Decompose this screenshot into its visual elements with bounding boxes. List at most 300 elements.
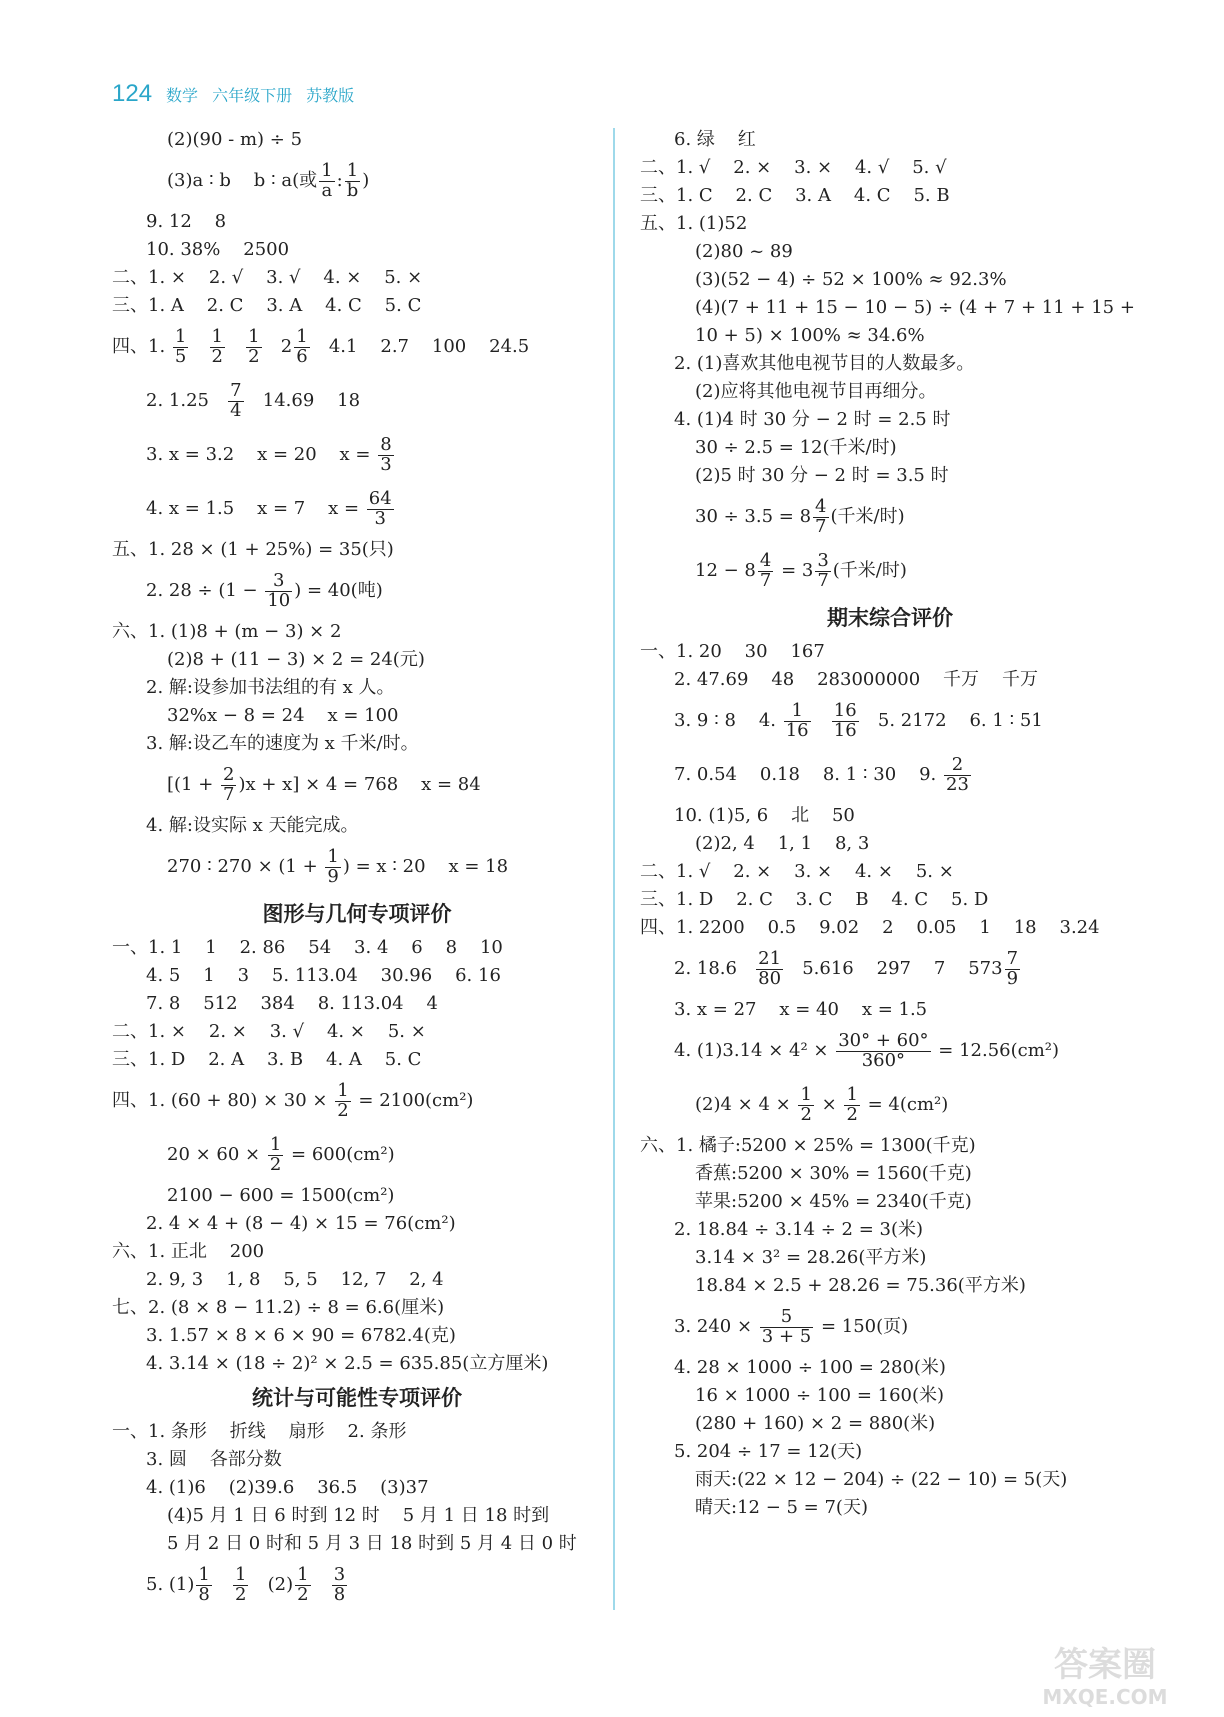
text-run: (2) [250, 1574, 294, 1595]
answer-line [112, 1322, 602, 1350]
answer-text: (2)5 时 30 分 − 2 时 = 3.5 时 [695, 465, 949, 486]
denominator: 7 [815, 515, 827, 537]
text-run: 5. (1) [146, 1574, 195, 1595]
answer-line [112, 1350, 602, 1378]
denominator: 80 [758, 967, 782, 989]
answer-line [112, 264, 602, 292]
fraction [760, 1305, 813, 1347]
text-run: ) = 40(吨) [294, 580, 383, 601]
text-run: 四、1. (60 + 80) × 30 × [112, 1090, 334, 1111]
answer-text: 3. 解:设乙车的速度为 x 千米/时。 [146, 733, 419, 754]
denominator: 2 [211, 345, 223, 367]
answer-text: 16 × 1000 ÷ 100 = 160(米) [695, 1385, 945, 1406]
denominator: a [321, 179, 333, 201]
text-run: 2. 18.6 [674, 958, 755, 979]
answer-line [640, 1382, 1140, 1410]
denominator: 9 [1006, 967, 1019, 989]
answer-text: 3.14 × 3² = 28.26(平方米) [695, 1247, 927, 1268]
fraction [294, 325, 309, 367]
numerator: 1 [327, 845, 339, 867]
watermark-logo [1000, 1640, 1210, 1710]
answer-text: 五、1. 28 × (1 + 25%) = 35(只) [112, 539, 394, 560]
numerator: 1 [345, 162, 361, 182]
answer-line [112, 1446, 602, 1474]
fraction [332, 1563, 347, 1605]
text-run [813, 710, 830, 731]
answer-line [640, 182, 1140, 210]
answer-text [146, 428, 396, 482]
fraction [345, 159, 361, 201]
answer-line [640, 210, 1140, 238]
answer-text [146, 374, 360, 428]
text-run [313, 1574, 330, 1595]
answer-text: 六、1. (1)8 + (m − 3) × 2 [112, 621, 342, 642]
fraction [228, 379, 243, 421]
numerator: 1 [248, 325, 260, 347]
answer-text: (2)80 ~ 89 [695, 241, 793, 262]
answer-line [112, 618, 602, 646]
text-run: 2. 28 ÷ (1 − [146, 580, 264, 601]
answer-text: (280 + 160) × 2 = 880(米) [695, 1413, 936, 1434]
answer-text: 一、1. 20 30 167 [640, 641, 825, 662]
numerator: 64 [368, 487, 392, 509]
answer-line [112, 674, 602, 702]
numerator: 1 [337, 1079, 349, 1101]
answer-line [640, 942, 1140, 996]
answer-text: 2100 − 600 = 1500(cm²) [167, 1185, 395, 1206]
column-divider [613, 128, 615, 1610]
answer-text: (4)5 月 1 日 6 时到 12 时 5 月 1 日 18 时到 [167, 1505, 550, 1526]
numerator: 3 [333, 1563, 346, 1585]
denominator: 2 [269, 1153, 282, 1175]
answer-line [640, 238, 1140, 266]
answer-line [112, 758, 602, 812]
answer-text [146, 1558, 349, 1612]
page-number: 124 [112, 80, 153, 107]
fraction [784, 699, 811, 741]
answer-text [674, 748, 973, 802]
text-run: = 600(cm²) [285, 1144, 395, 1165]
text-run: ) = x ∶ 20 x = 18 [342, 856, 509, 877]
text-run: × [815, 1094, 843, 1115]
answer-text: 32%x − 8 = 24 x = 100 [167, 705, 399, 726]
answer-text: 二、1. × 2. × 3. √ 4. × 5. × [112, 1021, 426, 1042]
answer-text [167, 758, 481, 812]
answer-line [640, 1494, 1140, 1522]
answer-text: 4. (1)6 (2)39.6 36.5 (3)37 [146, 1477, 429, 1498]
text-run: : [336, 170, 343, 191]
answer-text [674, 694, 1043, 748]
fraction [295, 1563, 310, 1605]
text-run: 2. 1.25 [146, 390, 227, 411]
watermark-line2: MXQE.COM [1042, 1685, 1168, 1709]
answer-text: 3. 圆 各部分数 [146, 1449, 282, 1470]
numerator: 1 [321, 159, 333, 181]
numerator: 1 [269, 1133, 282, 1155]
text-run: 20 × 60 × [167, 1144, 266, 1165]
answer-text [167, 1128, 395, 1182]
answer-line [640, 462, 1140, 490]
answer-line [112, 320, 602, 374]
answer-text [674, 1024, 1059, 1078]
text-run: 5.616 297 7 573 [785, 958, 1003, 979]
answer-line [112, 1502, 602, 1530]
section-heading: 图形与几何专项评价 [262, 902, 452, 926]
answer-line [640, 666, 1140, 694]
fraction [246, 325, 261, 367]
denominator: 16 [785, 719, 809, 741]
fraction [265, 569, 292, 611]
fraction [944, 753, 971, 795]
answer-text: 二、1. √ 2. × 3. × 4. √ 5. √ [640, 157, 947, 178]
answer-text: 晴天:12 − 5 = 7(天) [695, 1497, 868, 1518]
answer-line [640, 322, 1140, 350]
answer-line [112, 1018, 602, 1046]
answer-line [640, 830, 1140, 858]
answer-text [112, 320, 529, 374]
answer-line [112, 536, 602, 564]
answer-text [146, 564, 383, 618]
watermark-line1: 答案圈 [1054, 1645, 1156, 1685]
section-heading: 期末综合评价 [827, 606, 953, 630]
answer-line [112, 1294, 602, 1322]
denominator: 7 [759, 569, 772, 591]
fraction [233, 1563, 248, 1605]
answer-line [112, 1046, 602, 1074]
answer-line [112, 1558, 602, 1612]
denominator: b [346, 179, 359, 201]
answer-line [640, 266, 1140, 294]
answer-line [640, 1160, 1140, 1188]
answer-text: 二、1. × 2. √ 3. √ 4. × 5. × [112, 267, 423, 288]
numerator: 16 [833, 699, 857, 721]
denominator: 10 [267, 589, 291, 611]
answer-text: (3)(52 − 4) ÷ 52 × 100% ≈ 92.3% [695, 269, 1007, 290]
answer-line [640, 858, 1140, 886]
answer-line [640, 154, 1140, 182]
answer-text: 9. 12 8 [146, 211, 227, 232]
answer-text: 六、1. 橘子:5200 × 25% = 1300(千克) [640, 1135, 976, 1156]
fraction [832, 699, 859, 741]
fraction [221, 763, 236, 805]
answer-line [112, 292, 602, 320]
answer-line [112, 428, 602, 482]
text-run: 2 [263, 336, 293, 357]
numerator: 1 [174, 325, 187, 347]
answer-line [112, 1474, 602, 1502]
text-run: 3. x = 3.2 x = 20 x = [146, 444, 377, 465]
answer-line [640, 1354, 1140, 1382]
fraction [325, 845, 340, 887]
answer-text: 4. (1)4 时 30 分 − 2 时 = 2.5 时 [674, 409, 951, 430]
numerator: 1 [235, 1563, 247, 1585]
answer-text [167, 154, 369, 208]
text-run [214, 1574, 231, 1595]
text-run: 7. 0.54 0.18 8. 1 ∶ 30 9. [674, 764, 942, 785]
answer-line [112, 934, 602, 962]
answer-text [167, 840, 508, 894]
answer-text: 10 + 5) × 100% ≈ 34.6% [695, 325, 925, 346]
answer-text: 10. 38% 2500 [146, 239, 290, 260]
answer-text: 6. 绿 红 [674, 129, 756, 150]
answer-text: 一、1. 条形 折线 扇形 2. 条形 [112, 1421, 407, 1442]
answer-line [112, 1128, 602, 1182]
numerator: 1 [211, 325, 223, 347]
numerator: 2 [944, 756, 971, 776]
answer-text: 2. 47.69 48 283000000 千万 千万 [674, 669, 1038, 690]
text-run: 3. 240 × [674, 1316, 758, 1337]
answer-line [640, 406, 1140, 434]
text-run: = 4(cm²) [861, 1094, 949, 1115]
answer-line [640, 802, 1140, 830]
answer-line [112, 482, 602, 536]
text-run: (3)a ∶ b b ∶ a(或 [167, 170, 318, 191]
answer-line [640, 996, 1140, 1024]
numerator: 1 [297, 1563, 309, 1585]
answer-text: 18.84 × 2.5 + 28.26 = 75.36(平方米) [695, 1275, 1026, 1296]
numerator: 3 [265, 572, 292, 592]
answer-line [640, 1188, 1140, 1216]
answer-line [112, 730, 602, 758]
right-column [640, 126, 1140, 1522]
numerator: 4 [759, 549, 772, 571]
answer-line [640, 294, 1140, 322]
denominator: 6 [296, 345, 308, 367]
answer-text [695, 544, 907, 598]
section-heading: 统计与可能性专项评价 [252, 1386, 462, 1410]
answer-text: 三、1. C 2. C 3. A 4. C 5. B [640, 185, 950, 206]
fraction [756, 947, 783, 989]
answer-line [640, 350, 1140, 378]
answer-line [112, 646, 602, 674]
text-run: = 150(页) [815, 1316, 909, 1337]
fraction [268, 1133, 283, 1175]
text-run: 四、1. [112, 336, 171, 357]
answer-line [640, 694, 1140, 748]
fraction [758, 549, 773, 591]
answer-text [112, 1074, 473, 1128]
answer-text: 六、1. 正北 200 [112, 1241, 265, 1262]
fraction [1005, 947, 1020, 989]
numerator: 1 [846, 1083, 858, 1105]
answer-line [640, 1300, 1140, 1354]
answer-text: 四、1. 2200 0.5 9.02 2 0.05 1 18 3.24 [640, 917, 1100, 938]
fraction [836, 1029, 930, 1071]
answer-line [112, 564, 602, 618]
answer-line [640, 1024, 1140, 1078]
numerator: 7 [230, 379, 242, 401]
text-run: (千米/时) [832, 560, 907, 581]
answer-text [146, 482, 396, 536]
text-run: 270 ∶ 270 × (1 + [167, 856, 324, 877]
numerator: 1 [800, 1083, 812, 1105]
answer-line [640, 126, 1140, 154]
fraction [815, 549, 830, 591]
fraction [173, 325, 188, 367]
answer-text: 三、1. D 2. C 3. C B 4. C 5. D [640, 889, 989, 910]
denominator: 3 [374, 507, 386, 529]
answer-text: 3. x = 27 x = 40 x = 1.5 [674, 999, 928, 1020]
text-run: 4. (1)3.14 × 4² × [674, 1040, 835, 1061]
answer-line [112, 812, 602, 840]
answer-text: 一、1. 1 1 2. 86 54 3. 4 6 8 10 [112, 937, 503, 958]
answer-text: 2. (1)喜欢其他电视节目的人数最多。 [674, 353, 975, 374]
answer-text: (2)8 + (11 − 3) × 2 = 24(元) [167, 649, 425, 670]
answer-line [112, 154, 602, 208]
numerator: 1 [198, 1563, 210, 1585]
answer-line [640, 490, 1140, 544]
answer-line [112, 990, 602, 1018]
answer-text [695, 1078, 948, 1132]
grade-label: 六年级下册 [212, 86, 293, 105]
answer-text: 2. 18.84 ÷ 3.14 ÷ 2 = 3(米) [674, 1219, 924, 1240]
answer-line [640, 1272, 1140, 1300]
answer-line [112, 1266, 602, 1294]
answer-line [640, 1410, 1140, 1438]
answer-line [112, 702, 602, 730]
answer-text: 七、2. (8 × 8 − 11.2) ÷ 8 = 6.6(厘米) [112, 1297, 445, 1318]
denominator: 23 [946, 773, 969, 795]
answer-text [695, 490, 905, 544]
edition-label: 苏教版 [306, 86, 355, 105]
fraction [844, 1083, 859, 1125]
answer-text: 30 ÷ 2.5 = 12(千米/时) [695, 437, 897, 458]
denominator: 2 [337, 1099, 349, 1121]
numerator: 7 [1006, 947, 1019, 969]
answer-text: (2)2, 4 1, 1 8, 3 [695, 833, 870, 854]
text-run: = 3 [775, 560, 814, 581]
answer-text: 2. 4 × 4 + (8 − 4) × 15 = 76(cm²) [146, 1213, 456, 1234]
denominator: 2 [297, 1583, 309, 1605]
answer-text: 三、1. A 2. C 3. A 4. C 5. C [112, 295, 422, 316]
text-run [190, 336, 207, 357]
answer-text: 4. 解:设实际 x 天能完成。 [146, 815, 359, 836]
answer-text: 7. 8 512 384 8. 113.04 4 [146, 993, 438, 1014]
numerator: 1 [784, 702, 811, 722]
text-run: 3. 9 ∶ 8 4. [674, 710, 782, 731]
answer-text: 2. 9, 3 1, 8 5, 5 12, 7 2, 4 [146, 1269, 444, 1290]
answer-line [640, 1438, 1140, 1466]
answer-text: 五、1. (1)52 [640, 213, 748, 234]
answer-line [640, 544, 1140, 598]
numerator: 21 [758, 947, 782, 969]
text-run: 4.1 2.7 100 24.5 [311, 336, 530, 357]
denominator: 7 [817, 569, 829, 591]
text-run: 14.69 18 [245, 390, 361, 411]
fraction [813, 495, 828, 537]
answer-text: 4. 5 1 3 5. 113.04 30.96 6. 16 [146, 965, 501, 986]
answer-line [640, 1244, 1140, 1272]
answer-line [640, 748, 1140, 802]
answer-line [112, 840, 602, 894]
numerator: 5 [760, 1308, 813, 1328]
fraction [210, 325, 225, 367]
answer-line [112, 1210, 602, 1238]
denominator: 2 [235, 1583, 247, 1605]
answer-line [112, 374, 602, 428]
answer-text: 4. 3.14 × (18 ÷ 2)² × 2.5 = 635.85(立方厘米) [146, 1353, 549, 1374]
answer-text: 三、1. D 2. A 3. B 4. A 5. C [112, 1049, 422, 1070]
denominator: 2 [800, 1103, 812, 1125]
page-header [112, 80, 354, 110]
answer-text [674, 1300, 908, 1354]
answer-line [640, 1078, 1140, 1132]
denominator: 8 [333, 1583, 346, 1605]
answer-line [112, 962, 602, 990]
denominator: 2 [248, 345, 260, 367]
numerator: 3 [817, 549, 829, 571]
text-run: (2)4 × 4 × [695, 1094, 797, 1115]
answer-text: 香蕉:5200 × 30% = 1560(千克) [695, 1163, 972, 1184]
answer-line [112, 1238, 602, 1266]
answer-text: 5 月 2 日 0 时和 5 月 3 日 18 时到 5 月 4 日 0 时 [167, 1533, 577, 1554]
answer-text: 10. (1)5, 6 北 50 [674, 805, 855, 826]
text-run: 5. 2172 6. 1 ∶ 51 [860, 710, 1043, 731]
answer-text: 苹果:5200 × 45% = 2340(千克) [695, 1191, 972, 1212]
answer-text: (4)(7 + 11 + 15 − 10 − 5) ÷ (4 + 7 + 11 + 15 + [695, 297, 1135, 318]
text-run: = 12.56(cm²) [932, 1040, 1060, 1061]
numerator: 30° + 60° [838, 1029, 929, 1051]
answer-text [674, 942, 1022, 996]
fraction [378, 433, 393, 475]
subject-label: 数学 [166, 86, 199, 105]
answer-line [640, 1216, 1140, 1244]
text-run: 30 ÷ 3.5 = 8 [695, 506, 812, 527]
denominator: 3 [380, 453, 392, 475]
fraction [196, 1563, 211, 1605]
numerator: 4 [815, 495, 827, 517]
answer-text: 5. 204 ÷ 17 = 12(天) [674, 1441, 863, 1462]
text-run: [(1 + [167, 774, 220, 795]
denominator: 5 [174, 345, 187, 367]
answer-text: 3. 1.57 × 8 × 6 × 90 = 6782.4(克) [146, 1325, 456, 1346]
text-run: )x + x] × 4 = 768 x = 84 [238, 774, 481, 795]
answer-line [112, 1182, 602, 1210]
answer-line [112, 126, 602, 154]
denominator: 7 [223, 783, 235, 805]
fraction [335, 1079, 350, 1121]
answer-line [640, 886, 1140, 914]
denominator: 4 [230, 399, 242, 421]
answer-text: 二、1. √ 2. × 3. × 4. × 5. × [640, 861, 954, 882]
answer-line [640, 638, 1140, 666]
denominator: 2 [846, 1103, 858, 1125]
denominator: 16 [833, 719, 857, 741]
answer-line [640, 914, 1140, 942]
text-run [227, 336, 244, 357]
answer-text: (2)应将其他电视节目再细分。 [695, 381, 937, 402]
fraction [319, 159, 334, 201]
text-run: 4. x = 1.5 x = 7 x = [146, 498, 365, 519]
answer-line [640, 434, 1140, 462]
answer-text: 2. 解:设参加书法组的有 x 人。 [146, 677, 395, 698]
answer-line [112, 1530, 602, 1558]
fraction [798, 1083, 813, 1125]
answer-line [112, 1074, 602, 1128]
fraction [367, 487, 394, 529]
denominator: 360° [861, 1049, 906, 1071]
left-column [112, 126, 602, 1612]
answer-line [640, 378, 1140, 406]
denominator: 3 + 5 [761, 1325, 812, 1347]
answer-line [640, 1466, 1140, 1494]
answer-line [640, 1132, 1140, 1160]
text-run: = 2100(cm²) [352, 1090, 474, 1111]
numerator: 8 [380, 433, 392, 455]
answer-line [112, 1418, 602, 1446]
answer-line [112, 208, 602, 236]
numerator: 1 [296, 325, 308, 347]
